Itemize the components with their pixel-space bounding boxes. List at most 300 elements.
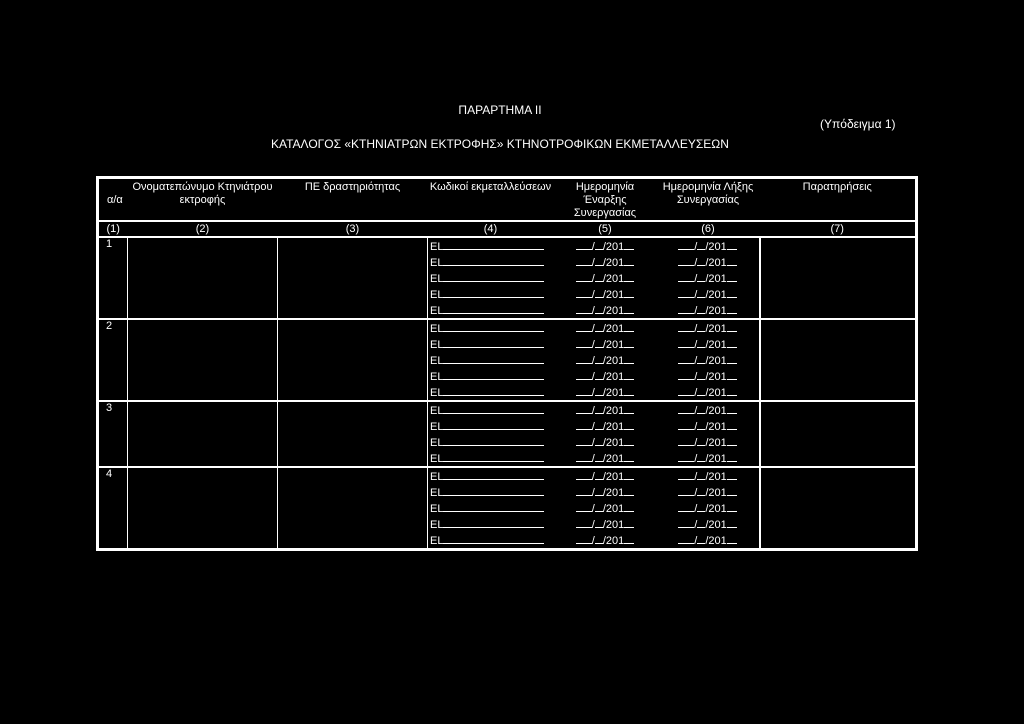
day-blank[interactable] xyxy=(576,286,592,298)
day-blank[interactable] xyxy=(678,402,694,414)
remarks-cell[interactable] xyxy=(760,254,917,270)
code-prefix: EL xyxy=(430,355,444,367)
year-blank[interactable] xyxy=(624,320,634,332)
year-prefix: /201 xyxy=(602,387,625,399)
day-blank[interactable] xyxy=(576,500,592,512)
start-date-cell[interactable] xyxy=(554,516,657,532)
date-separator: / xyxy=(694,241,698,253)
year-prefix: /201 xyxy=(602,503,625,515)
day-blank[interactable] xyxy=(678,384,694,396)
date-separator: / xyxy=(694,503,698,515)
col-num-4: (4) xyxy=(428,221,554,237)
farm-code-cell[interactable] xyxy=(428,319,554,336)
date-separator: / xyxy=(694,405,698,417)
end-date-cell[interactable] xyxy=(657,270,760,286)
year-blank[interactable] xyxy=(727,402,737,414)
day-blank[interactable] xyxy=(576,302,592,314)
day-blank[interactable] xyxy=(576,484,592,496)
table-header-row xyxy=(98,178,917,222)
day-blank[interactable] xyxy=(576,402,592,414)
year-prefix: /201 xyxy=(705,339,727,351)
pe-cell[interactable] xyxy=(278,467,428,550)
year-blank[interactable] xyxy=(624,500,634,512)
date-separator: / xyxy=(591,355,595,367)
farm-code-cell[interactable] xyxy=(428,450,554,467)
end-date-cell[interactable] xyxy=(657,434,760,450)
code-blank[interactable] xyxy=(443,238,544,250)
year-blank[interactable] xyxy=(624,270,634,282)
code-prefix: EL xyxy=(430,487,444,499)
col-header-pe: ΠΕ δραστηριότητας xyxy=(278,178,428,222)
month-blank[interactable] xyxy=(595,368,603,380)
end-date-cell[interactable] xyxy=(657,319,760,336)
start-date-cell[interactable] xyxy=(554,254,657,270)
year-prefix: /201 xyxy=(705,503,727,515)
col-header-end-date: Ημερομηνία Λήξης Συνεργασίας xyxy=(657,178,760,222)
table-body xyxy=(98,237,917,550)
farm-code-cell[interactable] xyxy=(428,368,554,384)
remarks-cell[interactable] xyxy=(760,484,917,500)
farm-code-cell[interactable] xyxy=(428,532,554,550)
year-blank[interactable] xyxy=(727,320,737,332)
end-date-cell[interactable] xyxy=(657,418,760,434)
day-blank[interactable] xyxy=(576,384,592,396)
end-date-cell[interactable] xyxy=(657,237,760,254)
year-prefix: /201 xyxy=(705,437,727,449)
year-prefix: /201 xyxy=(602,257,625,269)
end-date-cell[interactable] xyxy=(657,254,760,270)
month-blank[interactable] xyxy=(595,238,603,250)
year-blank[interactable] xyxy=(624,286,634,298)
start-date-cell[interactable] xyxy=(554,484,657,500)
remarks-cell[interactable] xyxy=(760,401,917,418)
year-blank[interactable] xyxy=(624,238,634,250)
day-blank[interactable] xyxy=(576,516,592,528)
start-date-cell[interactable] xyxy=(554,450,657,467)
table-row xyxy=(98,401,917,418)
start-date-cell[interactable] xyxy=(554,401,657,418)
month-blank[interactable] xyxy=(595,320,603,332)
day-blank[interactable] xyxy=(576,418,592,430)
year-blank[interactable] xyxy=(624,434,634,446)
catalog-title: ΚΑΤΑΛΟΓΟΣ «ΚΤΗΝΙΑΤΡΩΝ ΕΚΤΡΟΦΗΣ» ΚΤΗΝΟΤΡΟΦΙΚΩΝ ΕΚΜΕΤΑΛΛΕΥΣΕΩΝ xyxy=(271,137,729,151)
code-blank[interactable] xyxy=(443,532,544,544)
code-blank[interactable] xyxy=(443,384,544,396)
start-date-cell[interactable] xyxy=(554,270,657,286)
month-blank[interactable] xyxy=(595,336,603,348)
start-date-cell[interactable] xyxy=(554,352,657,368)
year-prefix: /201 xyxy=(705,535,727,547)
start-date-cell[interactable] xyxy=(554,237,657,254)
year-blank[interactable] xyxy=(727,368,737,380)
month-blank[interactable] xyxy=(595,450,603,462)
year-prefix: /201 xyxy=(602,519,625,531)
code-prefix: EL xyxy=(430,519,444,531)
year-prefix: /201 xyxy=(705,323,727,335)
date-separator: / xyxy=(694,371,698,383)
start-date-cell[interactable] xyxy=(554,434,657,450)
remarks-cell[interactable] xyxy=(760,516,917,532)
year-prefix: /201 xyxy=(602,289,625,301)
col-header-aa: α/α xyxy=(98,178,128,222)
code-prefix: EL xyxy=(430,387,444,399)
farm-code-cell[interactable] xyxy=(428,286,554,302)
farm-code-cell[interactable] xyxy=(428,352,554,368)
code-prefix: EL xyxy=(430,437,444,449)
date-separator: / xyxy=(591,289,595,301)
day-blank[interactable] xyxy=(678,320,694,332)
start-date-cell[interactable] xyxy=(554,467,657,484)
day-blank[interactable] xyxy=(678,286,694,298)
day-blank[interactable] xyxy=(576,254,592,266)
date-separator: / xyxy=(591,421,595,433)
remarks-cell[interactable] xyxy=(760,368,917,384)
pe-cell[interactable] xyxy=(278,319,428,401)
end-date-cell[interactable] xyxy=(657,401,760,418)
code-blank[interactable] xyxy=(443,516,544,528)
day-blank[interactable] xyxy=(576,434,592,446)
month-blank[interactable] xyxy=(595,270,603,282)
date-separator: / xyxy=(694,387,698,399)
date-separator: / xyxy=(694,323,698,335)
date-separator: / xyxy=(591,273,595,285)
date-separator: / xyxy=(591,323,595,335)
year-prefix: /201 xyxy=(705,453,727,465)
row-number: 1 xyxy=(98,237,128,319)
year-prefix: /201 xyxy=(602,405,625,417)
day-blank[interactable] xyxy=(678,302,694,314)
year-prefix: /201 xyxy=(705,273,727,285)
end-date-cell[interactable] xyxy=(657,368,760,384)
date-separator: / xyxy=(694,273,698,285)
day-blank[interactable] xyxy=(576,336,592,348)
code-prefix: EL xyxy=(430,453,444,465)
year-prefix: /201 xyxy=(602,437,625,449)
year-prefix: /201 xyxy=(705,519,727,531)
year-prefix: /201 xyxy=(705,257,727,269)
year-blank[interactable] xyxy=(727,384,737,396)
farm-code-cell[interactable] xyxy=(428,302,554,319)
year-prefix: /201 xyxy=(602,453,625,465)
code-prefix: EL xyxy=(430,323,444,335)
year-blank[interactable] xyxy=(624,368,634,380)
code-prefix: EL xyxy=(430,339,444,351)
farm-code-cell[interactable] xyxy=(428,237,554,254)
year-prefix: /201 xyxy=(705,241,727,253)
col-num-7: (7) xyxy=(760,221,917,237)
code-blank[interactable] xyxy=(443,286,544,298)
year-prefix: /201 xyxy=(602,273,625,285)
remarks-cell[interactable] xyxy=(760,319,917,336)
end-date-cell[interactable] xyxy=(657,302,760,319)
day-blank[interactable] xyxy=(576,368,592,380)
date-separator: / xyxy=(694,289,698,301)
code-blank[interactable] xyxy=(443,418,544,430)
year-blank[interactable] xyxy=(727,434,737,446)
farm-code-cell[interactable] xyxy=(428,254,554,270)
year-blank[interactable] xyxy=(624,516,634,528)
day-blank[interactable] xyxy=(678,238,694,250)
year-blank[interactable] xyxy=(727,336,737,348)
remarks-cell[interactable] xyxy=(760,336,917,352)
date-separator: / xyxy=(694,355,698,367)
start-date-cell[interactable] xyxy=(554,286,657,302)
year-prefix: /201 xyxy=(602,323,625,335)
day-blank[interactable] xyxy=(678,434,694,446)
date-separator: / xyxy=(694,471,698,483)
year-prefix: /201 xyxy=(705,405,727,417)
month-blank[interactable] xyxy=(595,500,603,512)
table-row xyxy=(98,319,917,336)
vet-name-cell[interactable] xyxy=(128,401,278,467)
farm-code-cell[interactable] xyxy=(428,516,554,532)
day-blank[interactable] xyxy=(678,352,694,364)
farm-code-cell[interactable] xyxy=(428,500,554,516)
day-blank[interactable] xyxy=(576,320,592,332)
code-prefix: EL xyxy=(430,535,444,547)
farm-code-cell[interactable] xyxy=(428,401,554,418)
farm-code-cell[interactable] xyxy=(428,434,554,450)
day-blank[interactable] xyxy=(678,468,694,480)
date-separator: / xyxy=(591,387,595,399)
date-separator: / xyxy=(591,257,595,269)
start-date-cell[interactable] xyxy=(554,532,657,550)
code-prefix: EL xyxy=(430,405,444,417)
code-prefix: EL xyxy=(430,257,444,269)
code-blank[interactable] xyxy=(443,468,544,480)
annex-title: ΠΑΡΑΡΤΗΜΑ ΙΙ xyxy=(458,103,542,117)
year-blank[interactable] xyxy=(624,302,634,314)
year-blank[interactable] xyxy=(727,254,737,266)
year-blank[interactable] xyxy=(727,286,737,298)
pe-cell[interactable] xyxy=(278,237,428,319)
date-separator: / xyxy=(694,437,698,449)
day-blank[interactable] xyxy=(678,270,694,282)
code-blank[interactable] xyxy=(443,368,544,380)
date-separator: / xyxy=(694,453,698,465)
year-prefix: /201 xyxy=(705,289,727,301)
date-separator: / xyxy=(591,405,595,417)
date-separator: / xyxy=(591,437,595,449)
row-number: 4 xyxy=(98,467,128,550)
year-prefix: /201 xyxy=(602,471,625,483)
end-date-cell[interactable] xyxy=(657,286,760,302)
year-blank[interactable] xyxy=(727,270,737,282)
sample-label: (Υπόδειγμα 1) xyxy=(820,117,896,131)
row-number: 3 xyxy=(98,401,128,467)
year-blank[interactable] xyxy=(624,450,634,462)
year-blank[interactable] xyxy=(727,352,737,364)
code-prefix: EL xyxy=(430,503,444,515)
year-blank[interactable] xyxy=(727,500,737,512)
vet-name-cell[interactable] xyxy=(128,237,278,319)
code-blank[interactable] xyxy=(443,450,544,462)
year-prefix: /201 xyxy=(602,339,625,351)
day-blank[interactable] xyxy=(576,468,592,480)
year-blank[interactable] xyxy=(624,418,634,430)
day-blank[interactable] xyxy=(576,352,592,364)
date-separator: / xyxy=(591,305,595,317)
code-blank[interactable] xyxy=(443,500,544,512)
year-prefix: /201 xyxy=(602,355,625,367)
day-blank[interactable] xyxy=(678,516,694,528)
col-header-remarks: Παρατηρήσεις xyxy=(760,178,917,222)
start-date-cell[interactable] xyxy=(554,384,657,401)
col-num-6: (6) xyxy=(657,221,760,237)
end-date-cell[interactable] xyxy=(657,384,760,401)
year-blank[interactable] xyxy=(727,418,737,430)
day-blank[interactable] xyxy=(678,254,694,266)
year-blank[interactable] xyxy=(624,352,634,364)
start-date-cell[interactable] xyxy=(554,368,657,384)
day-blank[interactable] xyxy=(576,238,592,250)
date-separator: / xyxy=(694,519,698,531)
year-blank[interactable] xyxy=(624,484,634,496)
code-blank[interactable] xyxy=(443,254,544,266)
remarks-cell[interactable] xyxy=(760,302,917,319)
code-blank[interactable] xyxy=(443,402,544,414)
start-date-cell[interactable] xyxy=(554,500,657,516)
start-date-cell[interactable] xyxy=(554,302,657,319)
year-prefix: /201 xyxy=(705,471,727,483)
code-blank[interactable] xyxy=(443,320,544,332)
year-prefix: /201 xyxy=(705,371,727,383)
date-separator: / xyxy=(591,535,595,547)
remarks-cell[interactable] xyxy=(760,270,917,286)
month-blank[interactable] xyxy=(595,352,603,364)
year-prefix: /201 xyxy=(602,241,625,253)
year-blank[interactable] xyxy=(727,302,737,314)
remarks-cell[interactable] xyxy=(760,286,917,302)
code-prefix: EL xyxy=(430,289,444,301)
day-blank[interactable] xyxy=(576,532,592,544)
month-blank[interactable] xyxy=(595,532,603,544)
year-prefix: /201 xyxy=(602,371,625,383)
day-blank[interactable] xyxy=(576,450,592,462)
year-blank[interactable] xyxy=(727,450,737,462)
day-blank[interactable] xyxy=(678,500,694,512)
remarks-cell[interactable] xyxy=(760,467,917,484)
month-blank[interactable] xyxy=(595,468,603,480)
start-date-cell[interactable] xyxy=(554,336,657,352)
date-separator: / xyxy=(694,487,698,499)
year-blank[interactable] xyxy=(727,484,737,496)
date-separator: / xyxy=(591,371,595,383)
day-blank[interactable] xyxy=(576,270,592,282)
farm-code-cell[interactable] xyxy=(428,270,554,286)
remarks-cell[interactable] xyxy=(760,434,917,450)
code-blank[interactable] xyxy=(443,434,544,446)
farm-code-cell[interactable] xyxy=(428,467,554,484)
year-prefix: /201 xyxy=(705,387,727,399)
year-blank[interactable] xyxy=(727,532,737,544)
start-date-cell[interactable] xyxy=(554,418,657,434)
month-blank[interactable] xyxy=(595,434,603,446)
date-separator: / xyxy=(694,421,698,433)
year-prefix: /201 xyxy=(602,421,625,433)
day-blank[interactable] xyxy=(678,450,694,462)
date-separator: / xyxy=(694,257,698,269)
farm-code-cell[interactable] xyxy=(428,336,554,352)
day-blank[interactable] xyxy=(678,484,694,496)
code-blank[interactable] xyxy=(443,352,544,364)
end-date-cell[interactable] xyxy=(657,500,760,516)
end-date-cell[interactable] xyxy=(657,336,760,352)
day-blank[interactable] xyxy=(678,532,694,544)
end-date-cell[interactable] xyxy=(657,450,760,467)
col-num-3: (3) xyxy=(278,221,428,237)
farm-code-cell[interactable] xyxy=(428,418,554,434)
remarks-cell[interactable] xyxy=(760,384,917,401)
year-blank[interactable] xyxy=(624,384,634,396)
remarks-cell[interactable] xyxy=(760,450,917,467)
col-header-start-date: Ημερομηνία Έναρξης Συνεργασίας xyxy=(554,178,657,222)
end-date-cell[interactable] xyxy=(657,484,760,500)
day-blank[interactable] xyxy=(678,336,694,348)
year-blank[interactable] xyxy=(624,532,634,544)
month-blank[interactable] xyxy=(595,516,603,528)
year-blank[interactable] xyxy=(624,468,634,480)
year-blank[interactable] xyxy=(624,336,634,348)
remarks-cell[interactable] xyxy=(760,237,917,254)
month-blank[interactable] xyxy=(595,402,603,414)
year-prefix: /201 xyxy=(705,305,727,317)
farm-code-cell[interactable] xyxy=(428,484,554,500)
code-blank[interactable] xyxy=(443,336,544,348)
month-blank[interactable] xyxy=(595,286,603,298)
year-blank[interactable] xyxy=(727,516,737,528)
month-blank[interactable] xyxy=(595,484,603,496)
month-blank[interactable] xyxy=(595,418,603,430)
pe-cell[interactable] xyxy=(278,401,428,467)
month-blank[interactable] xyxy=(595,254,603,266)
year-prefix: /201 xyxy=(602,535,625,547)
year-blank[interactable] xyxy=(727,468,737,480)
day-blank[interactable] xyxy=(678,418,694,430)
start-date-cell[interactable] xyxy=(554,319,657,336)
row-number: 2 xyxy=(98,319,128,401)
end-date-cell[interactable] xyxy=(657,516,760,532)
col-num-2: (2) xyxy=(128,221,278,237)
code-prefix: EL xyxy=(430,241,444,253)
year-blank[interactable] xyxy=(624,402,634,414)
end-date-cell[interactable] xyxy=(657,352,760,368)
remarks-cell[interactable] xyxy=(760,352,917,368)
vet-name-cell[interactable] xyxy=(128,319,278,401)
col-num-1: (1) xyxy=(98,221,128,237)
code-blank[interactable] xyxy=(443,302,544,314)
end-date-cell[interactable] xyxy=(657,467,760,484)
date-separator: / xyxy=(694,535,698,547)
remarks-cell[interactable] xyxy=(760,500,917,516)
end-date-cell[interactable] xyxy=(657,532,760,550)
month-blank[interactable] xyxy=(595,302,603,314)
vet-name-cell[interactable] xyxy=(128,467,278,550)
code-blank[interactable] xyxy=(443,484,544,496)
year-blank[interactable] xyxy=(624,254,634,266)
day-blank[interactable] xyxy=(678,368,694,380)
year-blank[interactable] xyxy=(727,238,737,250)
month-blank[interactable] xyxy=(595,384,603,396)
remarks-cell[interactable] xyxy=(760,418,917,434)
code-blank[interactable] xyxy=(443,270,544,282)
col-num-5: (5) xyxy=(554,221,657,237)
date-separator: / xyxy=(591,503,595,515)
code-prefix: EL xyxy=(430,421,444,433)
farm-code-cell[interactable] xyxy=(428,384,554,401)
date-separator: / xyxy=(694,339,698,351)
remarks-cell[interactable] xyxy=(760,532,917,550)
